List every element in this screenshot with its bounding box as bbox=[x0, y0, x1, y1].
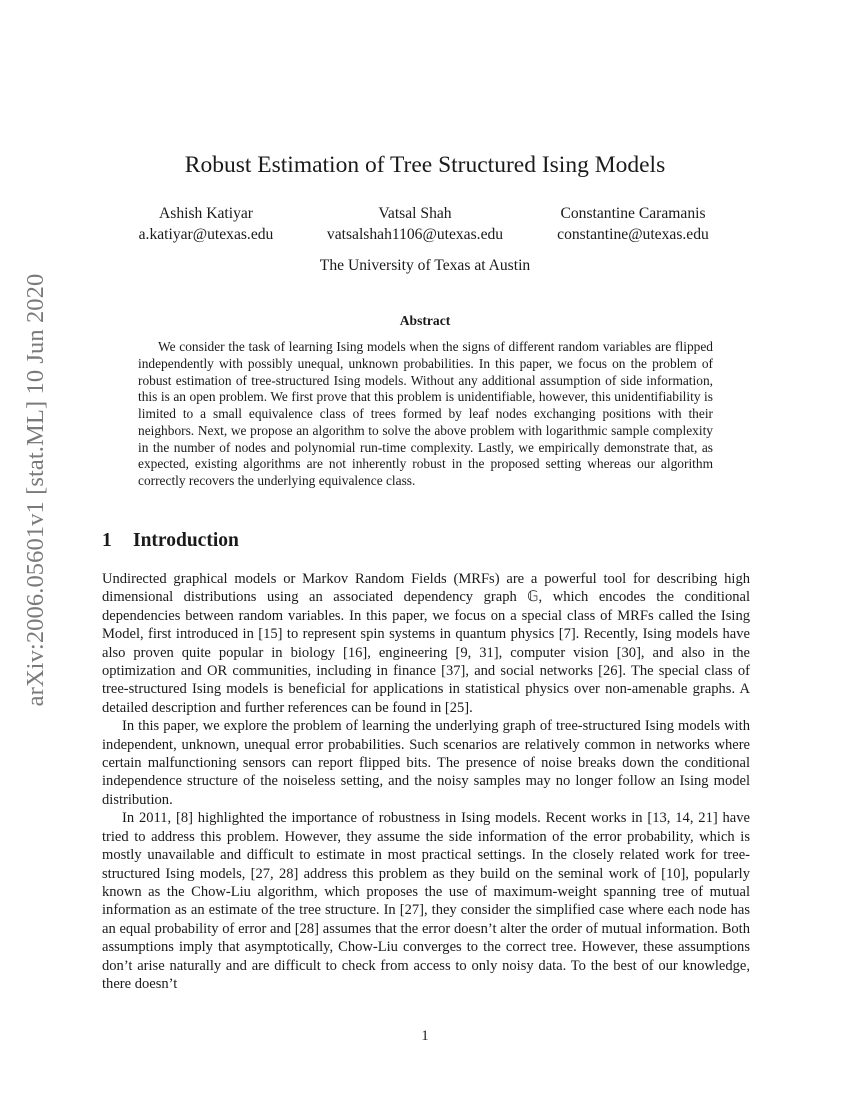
author-email: a.katiyar@utexas.edu bbox=[138, 226, 274, 243]
section-heading bbox=[102, 530, 239, 552]
arxiv-identifier-text[interactable]: arXiv:2006.05601v1 [stat.ML] 10 Jun 2020 bbox=[22, 273, 49, 707]
section-number: 1 bbox=[102, 530, 112, 551]
author-1 bbox=[104, 203, 308, 245]
paper-title: Robust Estimation of Tree Structured Ising Models bbox=[184, 152, 666, 178]
author-3 bbox=[528, 203, 738, 245]
author-2 bbox=[310, 203, 520, 245]
author-name: Ashish Katiyar bbox=[159, 205, 253, 222]
section-title: Introduction bbox=[133, 530, 239, 551]
affiliation: The University of Texas at Austin bbox=[319, 257, 531, 274]
abstract-text: We consider the task of learning Ising models when the signs of different random variables are flipped independently with possibly unequal, unknown probabilities. In this paper, we focus on the problem of robust estimation of tree-structured Ising models. Without any additional assumption of side information, this is an open problem. We first prove that this problem is unidentifiable, however, this unidentifiability is limited to a small equivalence class of trees formed by leaf nodes exchanging positions with their neighbors. Next, we propose an algorithm to solve the above problem with logarithmic sample complexity in the number of nodes and polynomial run-time complexity. Lastly, we empirically demonstrate that, as expected, existing algorithms are not inherently robust in the proposed setting whereas our algorithm correctly recovers the underlying equivalence class. bbox=[138, 339, 713, 488]
page-number: 1 bbox=[421, 1028, 429, 1044]
body-paragraph: Undirected graphical models or Markov Random Fields (MRFs) are a powerful tool for describing high dimensional distributions using an associated dependency graph 𝔾, which encodes the conditional dependencies between random variables. In this paper, we focus on a special class of MRFs called the Ising Model, first introduced in [15] to represent spin systems in quantum physics [7]. Recently, Ising models have also proven quite popular in biology [16], engineering [9, 31], computer vision [30], and also in the optimization and OR communities, including in finance [37], and social networks [26]. The special class of tree-structured Ising models is beneficial for applications in statistical physics over non-amenable graphs. A detailed description and further references can be found in [25]. bbox=[102, 571, 750, 716]
arxiv-identifier-stamp bbox=[16, 273, 56, 707]
author-name: Vatsal Shah bbox=[378, 205, 452, 222]
author-email: constantine@utexas.edu bbox=[557, 226, 709, 243]
author-name: Constantine Caramanis bbox=[560, 205, 706, 222]
abstract-heading: Abstract bbox=[399, 313, 451, 328]
body-paragraph: In this paper, we explore the problem of learning the underlying graph of tree-structured Ising models with independent, unknown, unequal error probabilities. Such scenarios are relatively common in networks where certain malfunctioning sensors can report flipped bits. The presence of noise breaks down the conditional independence structure of the noiseless setting, and the noisy samples may no longer follow an Ising model distribution. bbox=[102, 718, 750, 808]
body-paragraph: In 2011, [8] highlighted the importance of robustness in Ising models. Recent works in [13, 14, 21] have tried to address this problem. However, they assume the side information of the error probability, which is mostly unavailable and difficult to estimate in most practical settings. In the closely related work for tree-structured Ising models, [27, 28] address this problem as they build on the seminal work of [10], popularly known as the Chow-Liu algorithm, which proposes the use of maximum-weight spanning tree of mutual information as an estimate of the tree structure. In [27], they consider the simplified case where each node has an equal probability of error and [28] assumes that the error doesn’t alter the order of mutual information. Both assumptions imply that asymptotically, Chow-Liu converges to the correct tree. However, these assumptions don’t arise naturally and are difficult to check from access to only noisy data. To the best of our knowledge, there doesn’t bbox=[102, 810, 750, 992]
author-email: vatsalshah1106@utexas.edu bbox=[326, 226, 504, 243]
section-body bbox=[102, 570, 750, 993]
